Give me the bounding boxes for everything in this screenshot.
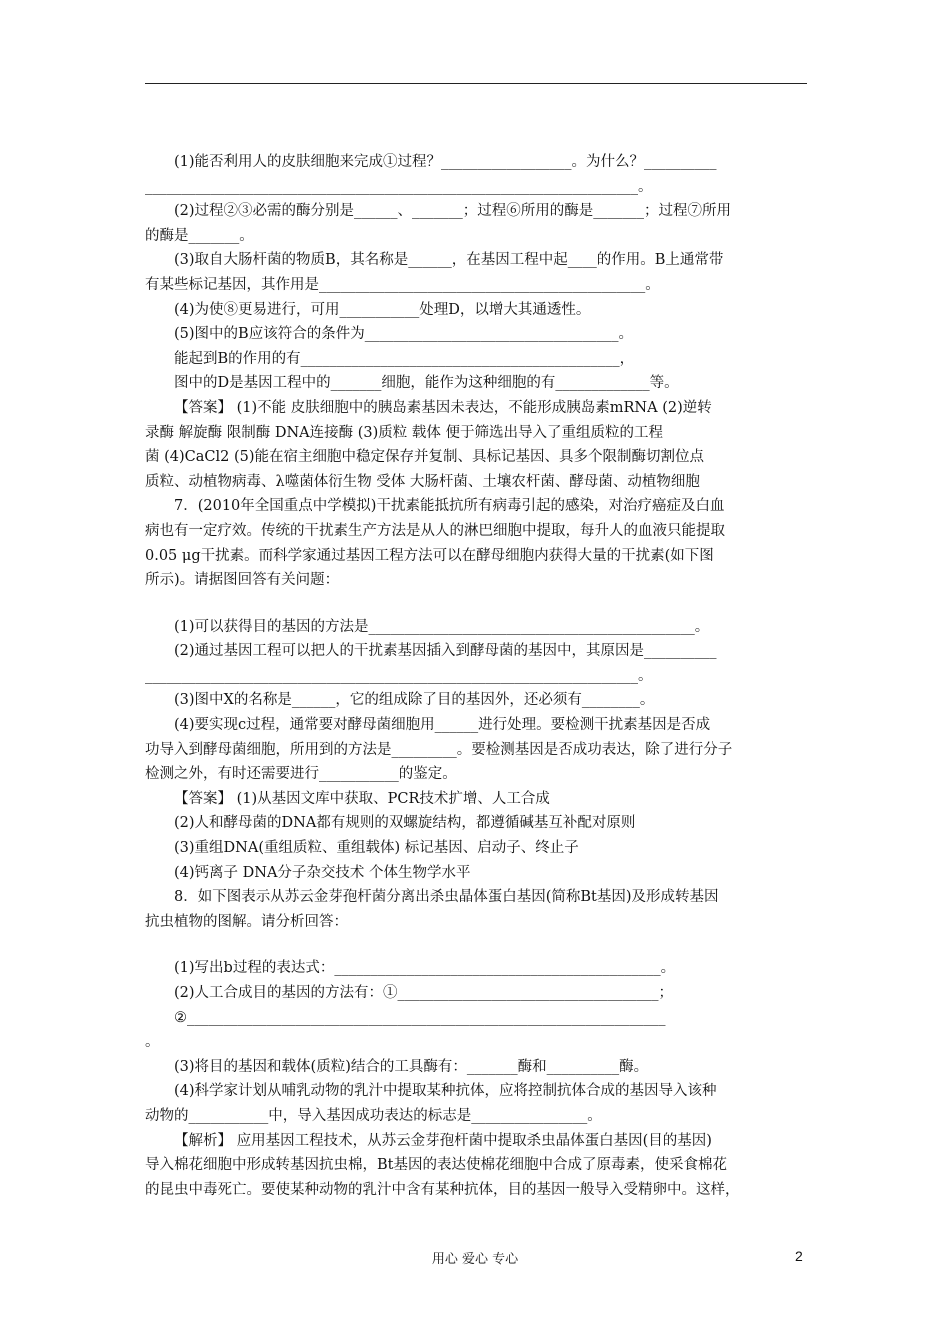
text-line: 导入棉花细胞中形成转基因抗虫棉，Bt基因的表达使棉花细胞中合成了原毒素，使采食棉花	[145, 1157, 727, 1174]
text-line: (4)钙离子 DNA分子杂交技术 个体生物学水平	[174, 864, 471, 881]
text-line: (2)人和酵母菌的DNA都有规则的双螺旋结构，都遵循碱基互补配对原则	[174, 815, 636, 832]
text-line: (3)将目的基因和载体(质粒)结合的工具酶有：_______酶和__________酶。	[174, 1058, 649, 1075]
text-line: ____________________________________________________________________。	[145, 667, 653, 684]
header-rule	[145, 83, 807, 84]
text-line: (1)可以获得目的基因的方法是_____________________________________________。	[174, 618, 710, 635]
text-line: 菌 (4)CaCl2 (5)能在宿主细胞中稳定保存并复制、具标记基因、具多个限制酶切割位点	[145, 449, 704, 466]
text-line: 动物的___________中，导入基因成功表达的标志是________________。	[145, 1107, 602, 1124]
text-line: (3)重组DNA(重组质粒、重组载体) 标记基因、启动子、终止子	[174, 840, 579, 857]
text-line: (2)通过基因工程可以把人的干扰素基因插入到酵母菌的基因中，其原因是__________	[174, 643, 717, 660]
text-line: (2)人工合成目的基因的方法有：①____________________________________；	[174, 985, 674, 1001]
text-line: (5)图中的B应该符合的条件为___________________________________。	[174, 326, 633, 343]
text-line: 8．如下图表示从苏云金芽孢杆菌分离出杀虫晶体蛋白基因(简称Bt基因)及形成转基因	[174, 889, 719, 906]
text-line: (4)为使⑧更易进行，可用___________处理D，以增大其通透性。	[174, 301, 591, 318]
text-line: 功导入到酵母菌细胞，所用到的方法是_________。要检测基因是否成功表达，除了进行分子	[145, 741, 733, 758]
document-body	[145, 150, 810, 1202]
text-line: 7．(2010年全国重点中学模拟)干扰素能抵抗所有病毒引起的感染，对治疗癌症及白血	[174, 498, 725, 515]
text-line: 的酶是_______。	[145, 227, 254, 244]
text-line: 。	[145, 1034, 160, 1051]
text-line: 【答案】 (1)从基因文库中获取、PCR技术扩增、人工合成	[174, 790, 550, 807]
text-line: ____________________________________________________________________。	[145, 178, 653, 195]
text-line: 【解析】 应用基因工程技术，从苏云金芽孢杆菌中提取杀虫晶体蛋白基因(目的基因)	[174, 1132, 712, 1149]
text-line: 检测之外，有时还需要进行___________的鉴定。	[145, 766, 457, 783]
text-line: 录酶 解旋酶 限制酶 DNA连接酶 (3)质粒 载体 便于筛选出导入了重组质粒的工程	[145, 424, 663, 441]
text-line: (3)取自大肠杆菌的物质B，其名称是______，在基因工程中起____的作用。B上通常带	[174, 252, 724, 269]
text-line: 图中的D是基因工程中的_______细胞，能作为这种细胞的有_____________等。	[174, 375, 679, 392]
text-line: 质粒、动植物病毒、λ噬菌体衍生物 受体 大肠杆菌、土壤农杆菌、酵母菌、动植物细胞	[145, 473, 700, 490]
text-line: 有某些标记基因，其作用是_____________________________________________。	[145, 276, 660, 293]
page-number: 2	[795, 1248, 803, 1264]
page-footer	[0, 1248, 950, 1268]
text-line: 能起到B的作用的有____________________________________________，	[174, 350, 635, 367]
text-line: (3)图中X的名称是______，它的组成除了目的基因外，还必须有________。	[174, 692, 655, 709]
text-line: (4)科学家计划从哺乳动物的乳汁中提取某种抗体，应将控制抗体合成的基因导入该种	[174, 1083, 717, 1100]
text-line: 0.05 μg干扰素。而科学家通过基因工程方法可以在酵母细胞内获得大量的干扰素(如下图	[145, 547, 714, 564]
text-line: (4)要实现c过程，通常要对酵母菌细胞用______进行处理。要检测干扰素基因是否成	[174, 717, 711, 734]
text-line: 所示)。请据图回答有关问题：	[145, 572, 340, 589]
text-line: 的昆虫中毒死亡。要使某种动物的乳汁中含有某种抗体，目的基因一般导入受精卵中。这样，	[145, 1181, 740, 1198]
text-line: ②__________________________________________________________________	[174, 1009, 666, 1026]
text-line: (1)写出b过程的表达式：_____________________________________________。	[174, 960, 676, 977]
text-line: 病也有一定疗效。传统的干扰素生产方法是从人的淋巴细胞中提取，每升人的血液只能提取	[145, 522, 725, 539]
figure-gap	[145, 934, 810, 956]
text-line: (1)能否利用人的皮肤细胞来完成①过程？__________________。为什么？__________	[174, 154, 717, 170]
text-line: 【答案】 (1)不能 皮肤细胞中的胰岛素基因未表达，不能形成胰岛素mRNA (2)逆转	[174, 399, 712, 416]
text-line: 抗虫植物的图解。请分析回答：	[145, 913, 348, 930]
figure-gap	[145, 593, 810, 615]
text-line: (2)过程②③必需的酶分别是______、_______；过程⑥所用的酶是_______；过程⑦所用	[174, 203, 732, 220]
footer-motto: 用心 爱心 专心	[431, 1252, 519, 1267]
